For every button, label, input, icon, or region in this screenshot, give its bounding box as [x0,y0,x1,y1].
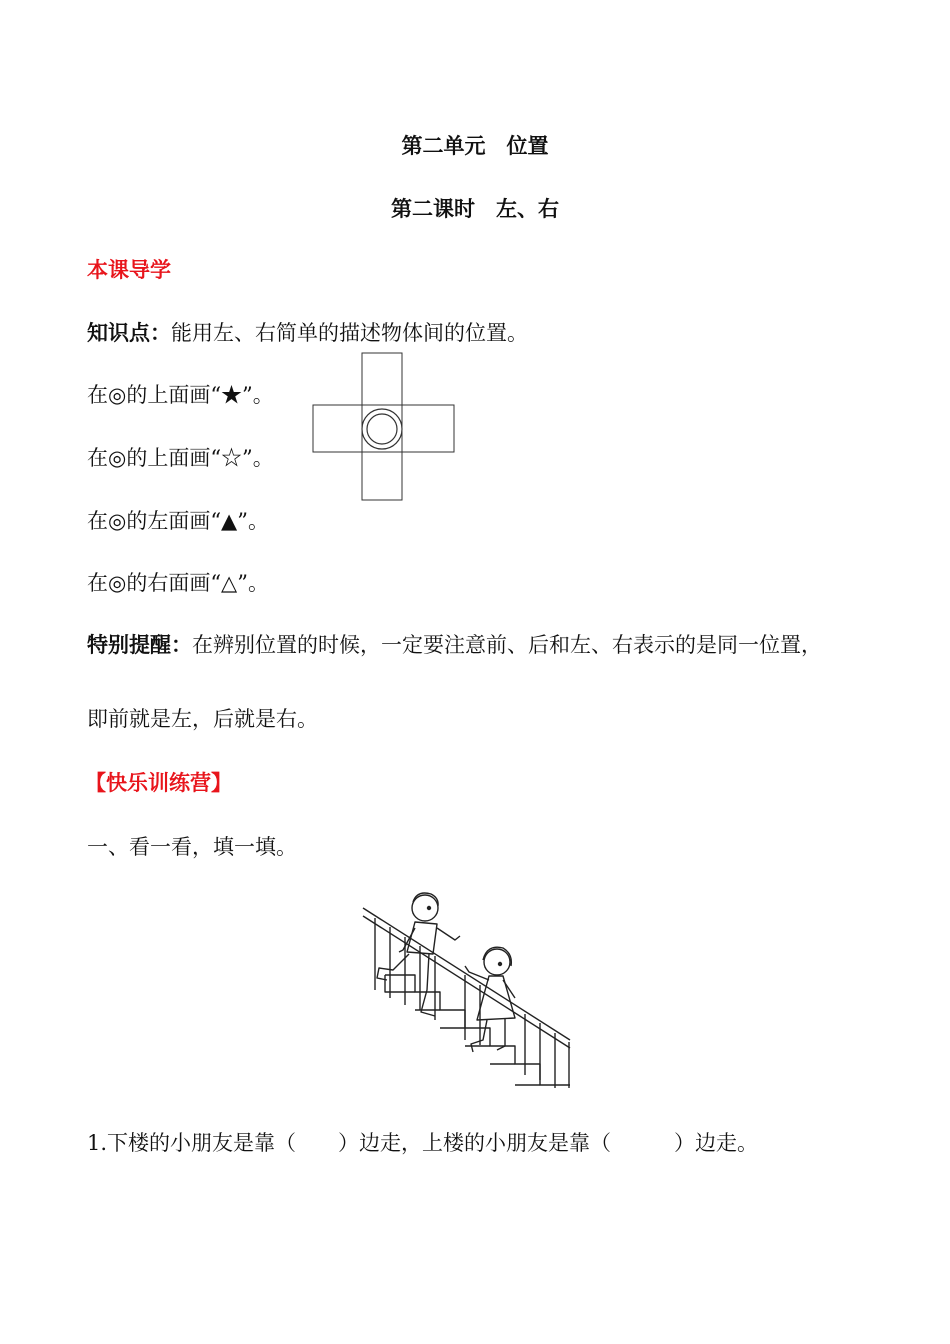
knowledge-point [87,318,528,348]
double-circle-inner [367,414,397,444]
practice-heading: 【快乐训练营】 [85,771,232,795]
reminder-text: 在辨别位置的时候，一定要注意前、后和左、右表示的是同一位置， [192,633,822,657]
cell-right[interactable] [402,405,454,452]
cell-top[interactable] [362,353,402,405]
reminder-label: 特别提醒： [87,633,192,657]
cross-drawing-grid[interactable] [312,352,456,502]
cell-bottom[interactable] [362,452,402,500]
cell-center [362,405,402,452]
guide-heading: 本课导学 [87,258,171,282]
double-circle-outer [362,409,402,449]
instruction-star-filled: 在◎的上面画“★”。 [87,383,274,407]
instruction-star-outline: 在◎的上面画“☆”。 [87,446,274,470]
section-1-heading: 一、看一看，填一填。 [87,835,297,859]
reminder [87,630,822,660]
knowledge-text: 能用左、右简单的描述物体间的位置。 [171,321,528,345]
children-on-stairs-illustration [355,880,585,1095]
knowledge-label: 知识点： [87,321,171,345]
question-1[interactable]: 1.下楼的小朋友是靠（ ）边走，上楼的小朋友是靠（ ）边走。 [87,1131,759,1155]
instruction-triangle-outline: 在◎的右面画“△”。 [87,571,269,595]
reminder-continued: 即前就是左，后就是右。 [87,707,318,731]
instruction-triangle-filled: 在◎的左面画“▲”。 [87,509,269,533]
cell-left[interactable] [313,405,362,452]
unit-title: 第二单元 位置 [401,134,549,158]
lesson-title: 第二课时 左、右 [391,197,559,221]
